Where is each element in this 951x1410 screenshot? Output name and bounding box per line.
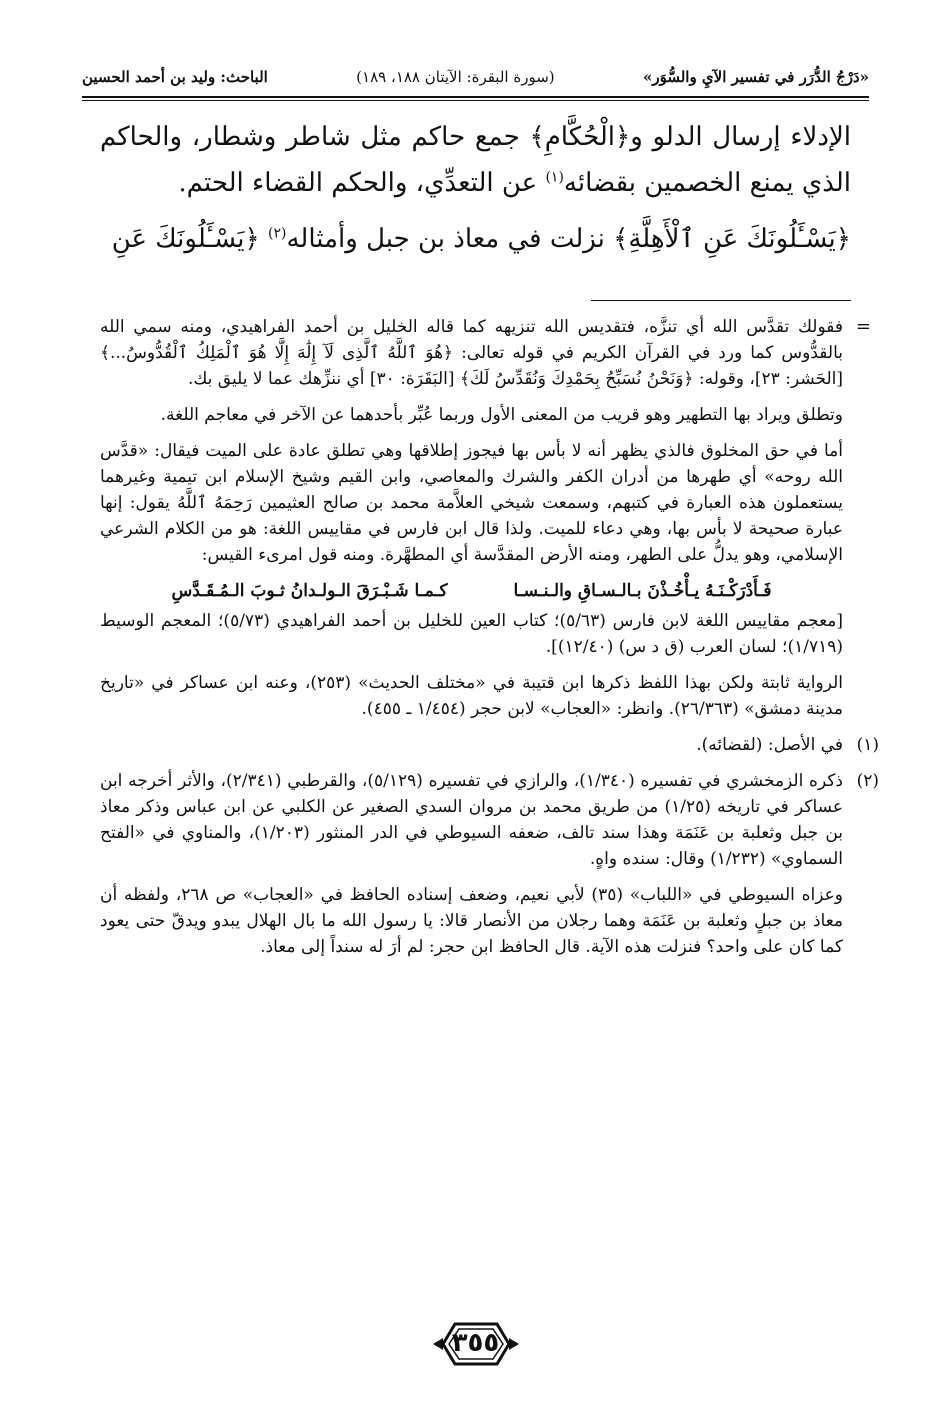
footnote-text: ذكره الزمخشري في تفسيره (١/٣٤٠)، والرازي في تفسيره (٥/١٢٩)، والقرطبي (٢/٣٤١)، والأثر أخرجه ابن عساكر في تاريخه (١/٢٥) من طريق محمد بن مروان السدي الصغير عن الكلبي عن ابن عباس وذكر معاذ بن جبل وثعلبة بن عَنَمَة وهذا سند تالف، ضعفه السيوطي في الدر المنثور (١/٢٠٣)، والمناوي في «الفتح السماوي» (١/٢٣٢) وقال: سنده واهٍ.	[100, 771, 844, 869]
footnote-ref-1[interactable]: (١)	[545, 169, 564, 186]
page-number: ٣٥٥	[451, 1328, 500, 1358]
footnote-separator	[591, 300, 851, 301]
footnote-text: في الأصل: (لقضائه).	[696, 735, 843, 755]
footnote-2-continued: وعزاه السيوطي في «اللباب» (٣٥) لأبي نعيم، وضعف إسناده الحافظ في «العجاب» ص ٢٦٨، ولفظه أن معاذ بن جبلٍ وثعلبة بن عَنَمَة وهما رجلان من الأنصار قالا: يا رسول الله ما بال الهلال يبدو ويدقّ حتى يعود كما كان على واحد؟ فنزلت هذه الآية. قال الحافظ ابن حجر: لم أرَ له سنداً إلى معاذ.	[100, 885, 844, 957]
poetry-verse	[100, 578, 843, 604]
main-text-run: ﴿يَسْـَٔلُونَكَ عَنِ	[111, 224, 268, 254]
header-rule-thin	[82, 100, 869, 101]
main-text-run: ﴿يَسْـَٔلُونَكَ عَنِ ٱلْأَهِلَّةِ﴾ نزلت في معاذ بن جبل وأمثاله	[286, 224, 851, 254]
footnote-continued-3: أما في حق المخلوق فالذي يظهر أنه لا بأس بها فيجوز إطلاقها وهي تطلق عادة على الميت فيقال: «قدَّس الله روحه» أي طهرها من أدران الكفر والشرك والمعاصي، وابن القيم وشيخ الإسلام ابن تيمية وغيرهما يستعملون هذه العبارة في كتبهم، وسمعت شيخي العلاَّمة محمد بن صالح العثيمين رَحِمَهُ ٱللَّهُ يقول: إنها عبارة صحيحة لا بأس بها، وهي دعاء للميت. ولذا قال ابن فارس في مقاييس اللغة: هو من الكلام الشرعي الإسلامي، وهو يدلُّ على الطهر، ومنه الأرض المقدَّسة أي المطهَّرة. ومنه قول امرىء القيس:	[100, 441, 843, 565]
footnotes	[100, 314, 879, 970]
verse-hemistich-2: كـمـا شَـبْـرَقَ الـولـدانُ ثـوبَ الـمُـقَـدَّسِ	[171, 581, 448, 601]
footnote-number: (٢)	[856, 771, 879, 791]
footnote-2	[100, 768, 879, 872]
running-header	[82, 62, 869, 92]
main-text	[100, 114, 851, 272]
footnote-continued-4: الرواية ثابتة ولكن بهذا اللفظ ذكرها ابن قتيبة في «مختلف الحديث» (٢٥٣)، وعنه ابن عساكر في «تاريخ مدينة دمشق» (٢٦/٣٦٣). وانظر: «العجاب» لابن حجر (١/٤٥٤ ـ ٤٥٥).	[100, 673, 843, 719]
main-paragraph-1	[100, 114, 851, 206]
main-text-run: الإدلاء إرسال الدلو و﴿الْحُكَّامِ﴾ جمع حاكم مثل شاطر وشطار، والحاكم الذي يمنع الخصمين بقضائه	[100, 122, 851, 198]
header-surah-info: (سورة البقرة: الآيتان ١٨٨، ١٨٩)	[356, 68, 555, 86]
verse-hemistich-1: فَـأَدْرَكْـنَـهُ يـأْخُـذْنَ بـالـسـاقِ والـنـسـا	[513, 581, 772, 601]
main-paragraph-2	[100, 216, 851, 262]
page-number-ornament	[431, 1318, 521, 1370]
footnote-continued-1: فقولك تقدَّس الله أي تنزَّه، فتقديس الله تنزيهه كما قاله الخليل بن أحمد الفراهيدي، ومنه سمي الله بالقدُّوس كما ورد في القرآن الكريم في قوله تعالى: ﴿هُوَ ٱللَّهُ ٱلَّذِى لَآ إِلَٰهَ إِلَّا هُوَ ٱلْمَلِكُ ٱلْقُدُّوسُ...﴾ [الحَشر: ٢٣]، وقوله: ﴿وَنَحْنُ نُسَبِّحُ بِحَمْدِكَ وَنُقَدِّسُ لَكَ﴾ [البَقَرَة: ٣٠] أي ننزِّهك عما لا يليق بك.	[100, 317, 843, 389]
main-text-run: عن التعدِّي، والحكم القضاء الحتم.	[178, 168, 546, 198]
header-author: الباحث: وليد بن أحمد الحسين	[82, 68, 268, 86]
footnote-number: (١)	[856, 735, 879, 755]
footnote-ref-2[interactable]: (٢)	[268, 225, 287, 242]
header-book-title: «دَرْجُ الدُّرَر في تفسير الآيِ والسُّوَر»	[642, 68, 869, 86]
footnote-continued-sources: [معجم مقاييس اللغة لابن فارس (٥/٦٣)؛ كتاب العين للخليل بن أحمد الفراهيدي (٥/٧٣)؛ المعجم الوسيط (١/٧١٩)؛ لسان العرب (ق د س) (١٢/٤٠)].	[100, 611, 844, 657]
continuation-mark: =	[855, 316, 871, 337]
footnote-1	[100, 732, 879, 758]
footnote-continued-2: وتطلق ويراد بها التطهير وهو قريب من المعنى الأول وربما عُبِّر بأحدهما عن الآخر في معاجم اللغة.	[160, 405, 843, 425]
header-rule	[82, 96, 869, 98]
